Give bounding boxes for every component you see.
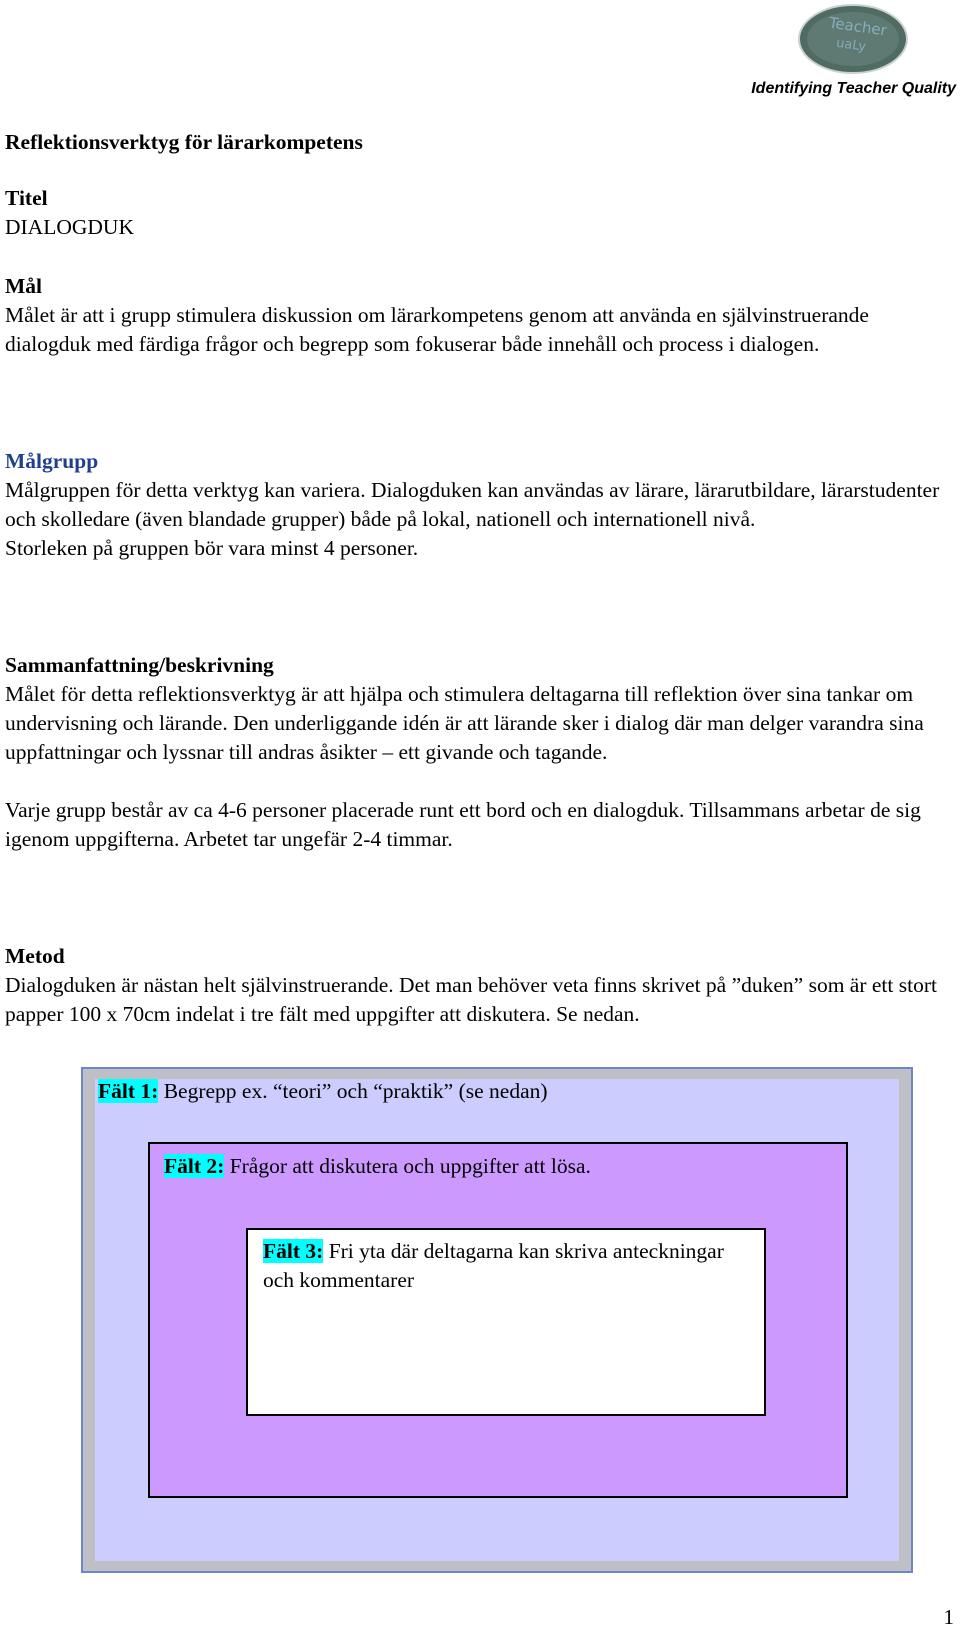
mal-heading: Mål (5, 274, 43, 298)
titel-heading: Titel (5, 186, 48, 210)
metod-heading: Metod (5, 944, 65, 968)
field-3-text: Fri yta där deltagarna kan skriva anteckningar och kommentarer (263, 1239, 724, 1292)
field-3-label: Fält 3: (263, 1239, 324, 1263)
running-head: Identifying Teacher Quality (751, 80, 956, 97)
sammanfattning-heading: Sammanfattning/beskrivning (5, 653, 274, 677)
section-sammanfattning (5, 651, 955, 854)
svg-text:Teacher: Teacher (827, 13, 888, 40)
section-malgrupp (5, 447, 955, 563)
malgrupp-text: Målgruppen för detta verktyg kan variera. Dialogduken kan användas av lärare, lärarutbildare, lärarstudenter och skolledare (även blandade grupper) både på lokal, nationell och internationell nivå. (5, 478, 940, 531)
field-1-label: Fält 1: (98, 1079, 159, 1103)
page-number: 1 (943, 1605, 954, 1629)
mal-text: Målet är att i grupp stimulera diskussion om lärarkompetens genom att använda en självinstruerande dialogduk med färdiga frågor och begrepp som fokuserar både innehåll och process i dialogen. (5, 303, 869, 356)
field-1-caption (98, 1077, 548, 1106)
field-2-text: Frågor att diskutera och uppgifter att lösa. (224, 1154, 591, 1178)
section-metod (5, 942, 955, 1029)
teacher-quality-logo (797, 3, 909, 75)
malgrupp-text-2: Storleken på gruppen bör vara minst 4 personer. (5, 536, 419, 560)
field-3-caption (263, 1237, 733, 1295)
document-title: Reflektionsverktyg för lärarkompetens (5, 130, 363, 154)
document-body (5, 128, 955, 157)
malgrupp-heading: Målgrupp (5, 449, 99, 473)
field-2-label: Fält 2: (164, 1154, 225, 1178)
section-mal (5, 272, 955, 359)
svg-text:uaLy: uaLy (835, 35, 867, 55)
field-2-caption (164, 1152, 591, 1181)
metod-text: Dialogduken är nästan helt självinstruerande. Det man behöver veta finns skrivet på ”duken” som är ett stort papper 100 x 70cm indelat i tre fält med uppgifter att diskutera. Se nedan. (5, 973, 937, 1026)
sammanfattning-text: Målet för detta reflektionsverktyg är att hjälpa och stimulera deltagarna till reflektion över sina tankar om undervisning och lärande. Den underliggande idén är att lärande sker i dialog där man delger varandra sina uppfattningar och lyssnar till andras åsikter – ett givande och tagande. (5, 682, 924, 764)
titel-value: DIALOGDUK (5, 215, 134, 239)
sammanfattning-text-2: Varje grupp består av ca 4-6 personer placerade runt ett bord och en dialogduk. Tillsammans arbetar de sig igenom uppgifterna. Arbetet tar ungefär 2-4 timmar. (5, 798, 921, 851)
field-1-text: Begrepp ex. “teori” och “praktik” (se nedan) (158, 1079, 548, 1103)
section-titel (5, 184, 955, 242)
